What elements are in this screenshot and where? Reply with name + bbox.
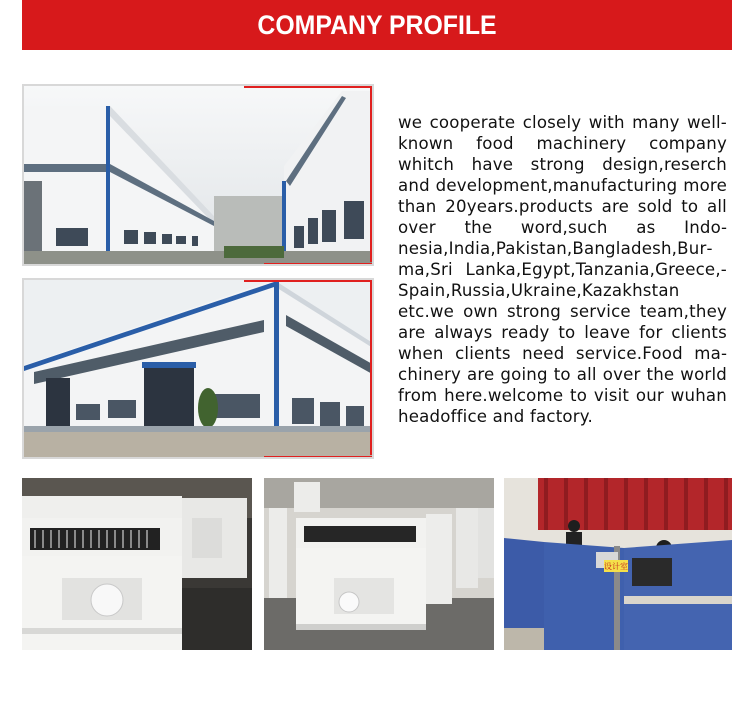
workshop-building-photo xyxy=(22,278,374,459)
machine-photo-2 xyxy=(264,478,494,650)
company-profile-text: we cooperate closely with many well-known food machinery company whitch have strong design,reserch and development,manufacturing more than 20years.products are sold to all over the word,such as Indonesia,India,Pakistan,Bangladesh,Burma,Sri Lanka,Egypt,Tanzania,Greece,-Spain,Russia,Ukraine,Kazakhstan etc.we own strong service team,they are always ready to leave for clients when clients need service.Food machinery are going to all over the world from here.welcome to visit our wuhan headoffice and factory. xyxy=(398,113,727,426)
factory-building-illustration xyxy=(24,86,374,266)
machine-photo-1 xyxy=(22,478,252,650)
design-office-photo xyxy=(504,478,732,650)
company-profile-banner xyxy=(22,0,732,50)
office-sign-label: 设计室 xyxy=(604,562,628,571)
extruder-machine-illustration xyxy=(22,478,252,650)
factory-building-photo xyxy=(22,84,374,266)
production-line-illustration xyxy=(264,478,494,650)
design-office-illustration xyxy=(504,478,732,650)
page-title: COMPANY PROFILE xyxy=(257,9,497,40)
workshop-building-illustration xyxy=(24,280,374,459)
